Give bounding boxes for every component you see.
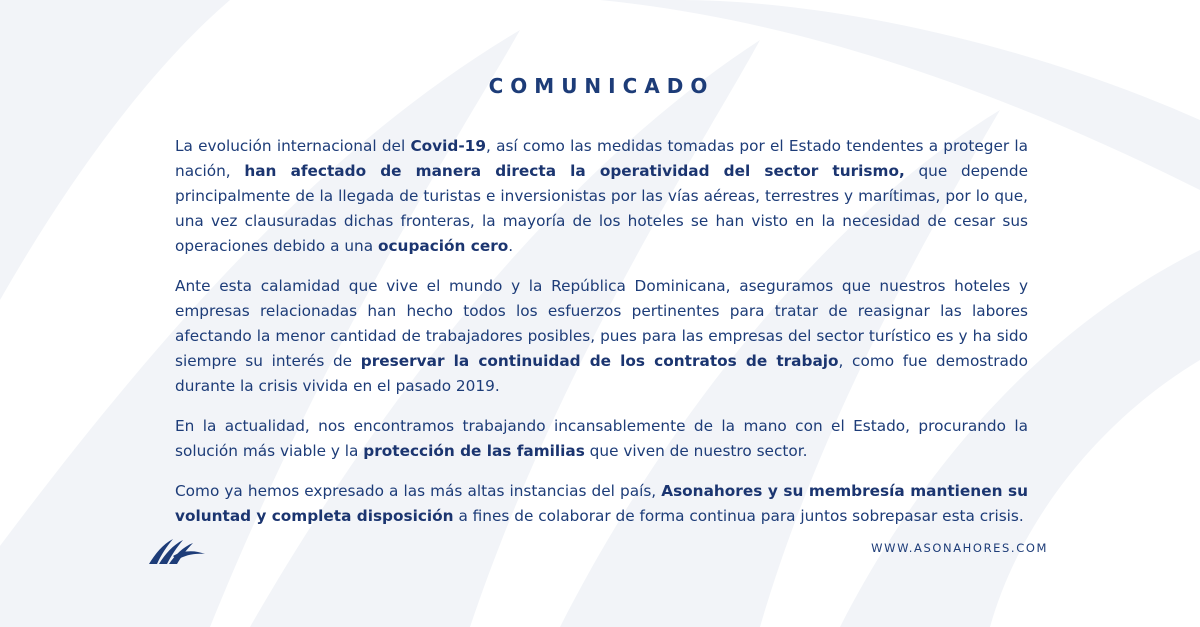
text-run: , así como las medidas tomadas por el Estado tendentes a proteger la nación, — [175, 137, 1029, 180]
page-title: COMUNICADO — [488, 74, 715, 98]
text-run: Como ya hemos expresado a las más altas instancias del país, — [175, 482, 662, 500]
text-run: En la actualidad, nos encontramos trabajando incansablemente de la mano con el Estado, procurando la solución más viable y la — [175, 417, 1028, 460]
bold-phrase: Asonahores y su membresía mantienen su voluntad y completa disposición — [175, 482, 1028, 525]
paragraph-2 — [175, 274, 1028, 399]
text-run: que viven de nuestro sector. — [584, 442, 808, 460]
text-run: La evolución internacional del — [175, 137, 411, 155]
bold-phrase: han afectado de manera directa la operatividad del sector turismo, — [244, 162, 905, 180]
bold-phrase: ocupación cero — [377, 237, 509, 255]
text-run: , como fue demostrado durante la crisis vivida en el pasado 2019. — [175, 352, 1028, 395]
text-run: Ante esta calamidad que vive el mundo y la República Dominicana, aseguramos que nuestros hoteles y empresas relacionadas han hecho todos los esfuerzos pertinentes para tratar de reasignar las labores afectando la menor cantidad de trabajadores posibles, pues para las empresas del sector turístico es y ha sido siempre su interés de — [175, 277, 1028, 370]
asonahores-logo-icon — [149, 538, 205, 564]
paragraph-4 — [175, 479, 1028, 529]
bold-phrase: preservar la continuidad de los contratos de trabajo — [360, 352, 839, 370]
paragraph-1 — [175, 134, 1028, 259]
text-run: que depende principalmente de la llegada de turistas e inversionistas por las vías aéreas, terrestres y marítimas, por lo que, una vez clausuradas dichas fronteras, la mayoría de los hoteles se han visto en la necesidad de cesar sus operaciones debido a una — [175, 162, 1028, 255]
paragraph-3 — [175, 414, 1028, 464]
text-run: a fines de colaborar de forma continua para juntos sobrepasar esta crisis. — [453, 507, 1024, 525]
bold-phrase: protección de las familias — [363, 442, 585, 460]
text-run: . — [508, 237, 514, 255]
bold-phrase: Covid-19 — [410, 137, 486, 155]
communique-body — [175, 134, 1028, 544]
website-link[interactable]: WWW.ASONAHORES.COM — [871, 541, 1048, 555]
